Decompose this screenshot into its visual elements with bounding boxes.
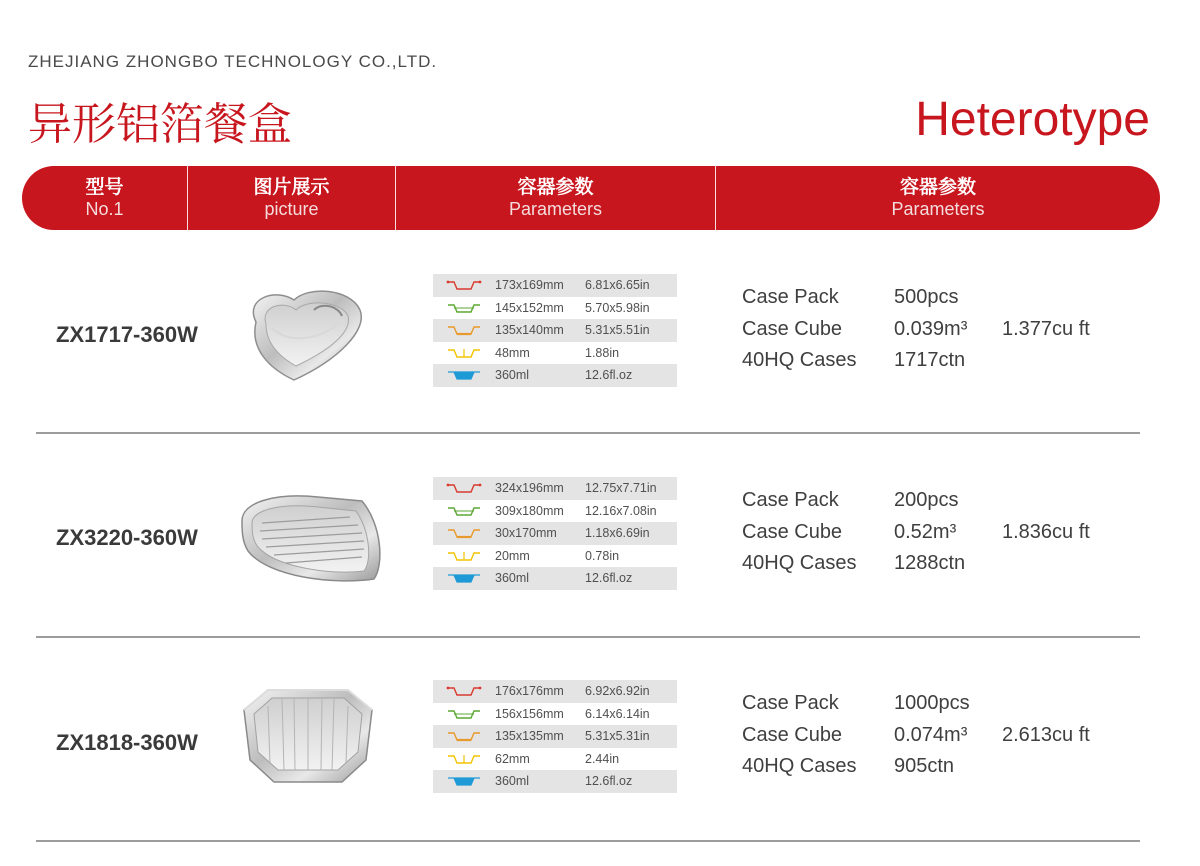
case-cube-row [742, 720, 1090, 752]
param-imperial: 5.31x5.31in [585, 729, 650, 744]
param-row-volume [433, 364, 677, 387]
param-imperial: 12.16x7.08in [585, 503, 657, 518]
case-pack-value: 1000pcs [894, 692, 970, 715]
header-label-cn: 容器参数 [899, 176, 976, 198]
case-pack-label: Case Pack [742, 286, 839, 309]
param-metric: 360ml [495, 368, 530, 383]
case-specs [742, 485, 1090, 580]
hq-cases-label: 40HQ Cases [742, 755, 857, 778]
case-specs [742, 282, 1090, 377]
param-metric: 176x176mm [495, 684, 564, 699]
param-row-volume [433, 770, 677, 793]
case-pack-row [742, 688, 1090, 720]
bottom-dimension-icon [433, 319, 495, 341]
param-imperial: 5.70x5.98in [585, 300, 650, 315]
product-row-3 [0, 638, 1200, 841]
model-number: ZX1717-360W [56, 322, 198, 347]
param-imperial: 6.14x6.14in [585, 706, 650, 721]
case-cube-label: Case Cube [742, 317, 843, 340]
param-metric: 324x196mm [495, 481, 564, 496]
param-metric: 20mm [495, 548, 530, 563]
hq-cases-value: 1288ctn [894, 552, 966, 575]
middle-dimension-icon [433, 703, 495, 725]
model-number: ZX3220-360W [56, 525, 198, 550]
header-cell-picture [188, 166, 396, 230]
header-cell-parameters-2 [716, 166, 1160, 230]
hq-cases-row [742, 345, 1090, 377]
parameter-table [433, 477, 677, 590]
hq-cases-row [742, 751, 1090, 783]
hq-cases-value: 905ctn [894, 755, 955, 778]
middle-dimension-icon [433, 500, 495, 522]
company-name: ZHEJIANG ZHONGBO TECHNOLOGY CO.,LTD. [28, 52, 438, 71]
case-pack-label: Case Pack [742, 692, 839, 715]
param-metric: 360ml [495, 774, 530, 789]
param-row-top [433, 274, 677, 297]
bottom-dimension-icon [433, 725, 495, 747]
case-pack-label: Case Pack [742, 489, 839, 512]
table-header [22, 166, 1160, 230]
param-row-volume [433, 567, 677, 590]
case-cube-ft-value: 2.613cu ft [1002, 723, 1090, 746]
case-cube-row [742, 314, 1090, 346]
product-row-1 [0, 232, 1200, 435]
page-title-cn: 异形铝箔餐盒 [28, 99, 292, 150]
header-label-en: Parameters [891, 199, 985, 219]
param-row-middle [433, 703, 677, 726]
octagon-tray-image [238, 682, 378, 790]
middle-dimension-icon [433, 297, 495, 319]
case-cube-value: 0.074m³ [894, 723, 968, 746]
volume-icon [433, 364, 495, 386]
param-metric: 156x156mm [495, 706, 564, 721]
case-cube-label: Case Cube [742, 723, 843, 746]
bottom-dimension-icon [433, 522, 495, 544]
param-imperial: 1.88in [585, 345, 620, 360]
param-imperial: 6.81x6.65in [585, 278, 650, 293]
param-row-top [433, 680, 677, 703]
case-cube-label: Case Cube [742, 520, 843, 543]
param-metric: 145x152mm [495, 300, 564, 315]
parameter-table [433, 274, 677, 387]
case-pack-value: 500pcs [894, 286, 959, 309]
param-metric: 62mm [495, 751, 530, 766]
volume-icon [433, 567, 495, 589]
product-row-2 [0, 435, 1200, 638]
param-row-middle [433, 297, 677, 320]
param-row-middle [433, 500, 677, 523]
depth-icon [433, 342, 495, 364]
case-pack-row [742, 485, 1090, 517]
param-imperial: 0.78in [585, 548, 620, 563]
param-imperial: 12.6fl.oz [585, 571, 633, 586]
row-divider [36, 840, 1140, 842]
header-label-en: No.1 [85, 199, 124, 219]
half-oval-tray-image [238, 481, 384, 591]
case-cube-ft-value: 1.377cu ft [1002, 317, 1090, 340]
case-pack-row [742, 282, 1090, 314]
header-cell-model [22, 166, 188, 230]
param-row-top [433, 477, 677, 500]
header-label-en: picture [264, 199, 319, 219]
param-metric: 48mm [495, 345, 530, 360]
param-metric: 309x180mm [495, 503, 564, 518]
param-metric: 30x170mm [495, 526, 557, 541]
param-imperial: 1.18x6.69in [585, 526, 650, 541]
param-imperial: 2.44in [585, 751, 620, 766]
case-pack-value: 200pcs [894, 489, 959, 512]
param-imperial: 6.92x6.92in [585, 684, 650, 699]
case-cube-ft-value: 1.836cu ft [1002, 520, 1090, 543]
depth-icon [433, 748, 495, 770]
parameter-table [433, 680, 677, 793]
top-dimension-icon [433, 274, 495, 296]
param-row-depth [433, 545, 677, 568]
case-specs [742, 688, 1090, 783]
model-number: ZX1818-360W [56, 730, 198, 755]
header-label-cn: 容器参数 [517, 176, 594, 198]
hq-cases-value: 1717ctn [894, 349, 966, 372]
param-metric: 173x169mm [495, 278, 564, 293]
param-metric: 135x135mm [495, 729, 564, 744]
page-title-en: Heterotype [915, 93, 1150, 146]
param-row-bottom [433, 319, 677, 342]
hq-cases-row [742, 548, 1090, 580]
header-label-en: Parameters [508, 199, 603, 219]
header-cell-parameters [396, 166, 716, 230]
param-metric: 360ml [495, 571, 530, 586]
case-cube-value: 0.52m³ [894, 520, 957, 543]
case-cube-value: 0.039m³ [894, 317, 968, 340]
param-imperial: 12.6fl.oz [585, 774, 633, 789]
depth-icon [433, 545, 495, 567]
header-label-cn: 图片展示 [253, 176, 330, 198]
row-divider [36, 432, 1140, 434]
header-label-cn: 型号 [85, 176, 124, 198]
param-metric: 135x140mm [495, 323, 564, 338]
param-row-bottom [433, 522, 677, 545]
top-dimension-icon [433, 680, 495, 702]
case-cube-row [742, 517, 1090, 549]
param-imperial: 12.75x7.71in [585, 481, 657, 496]
param-imperial: 5.31x5.51in [585, 323, 650, 338]
param-row-depth [433, 342, 677, 365]
heart-tray-image [238, 284, 368, 384]
param-row-bottom [433, 725, 677, 748]
top-dimension-icon [433, 477, 495, 499]
param-row-depth [433, 748, 677, 771]
hq-cases-label: 40HQ Cases [742, 349, 857, 372]
param-imperial: 12.6fl.oz [585, 368, 633, 383]
hq-cases-label: 40HQ Cases [742, 552, 857, 575]
volume-icon [433, 770, 495, 792]
